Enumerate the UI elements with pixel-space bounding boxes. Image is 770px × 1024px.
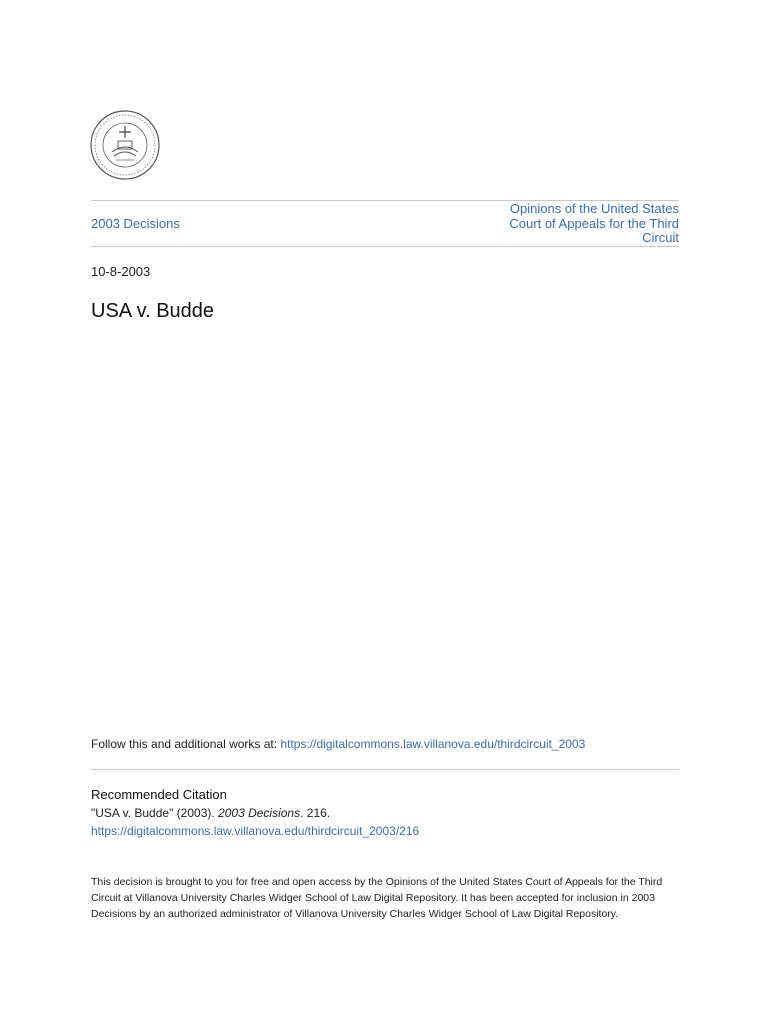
document-date: 10-8-2003 — [91, 264, 151, 279]
citation-suffix: . 216. — [300, 806, 331, 820]
follow-url-link[interactable]: https://digitalcommons.law.villanova.edu/thirdcircuit_2003 — [280, 737, 586, 751]
recommended-citation-heading: Recommended Citation — [91, 787, 227, 802]
series-link[interactable]: Opinions of the United States Court of Appeals for the Third Circuit — [509, 201, 679, 245]
citation-divider — [91, 769, 679, 770]
citation-url-link[interactable]: https://digitalcommons.law.villanova.edu/thirdcircuit_2003/216 — [91, 824, 420, 838]
follow-label: Follow this and additional works at: — [91, 737, 278, 751]
follow-line — [91, 737, 585, 751]
citation-collection: 2003 Decisions — [218, 806, 301, 820]
citation-prefix: "USA v. Budde" (2003). — [91, 806, 215, 820]
header-bottom-divider — [91, 246, 679, 247]
collection-link[interactable]: 2003 Decisions — [91, 216, 180, 231]
university-seal-icon — [88, 108, 162, 182]
access-notice: This decision is brought to you for free and open access by the Opinions of the United States Court of Appeals for the Third Circuit at Villanova University Charles Widger School of Law Digital Repository. It has been accepted for inclusion in 2003 Decisions by an authorized administrator of Villanova University Charles Widger School of Law Digital Repository. — [91, 876, 663, 920]
citation-text — [91, 806, 330, 820]
document-title: USA v. Budde — [91, 300, 215, 322]
